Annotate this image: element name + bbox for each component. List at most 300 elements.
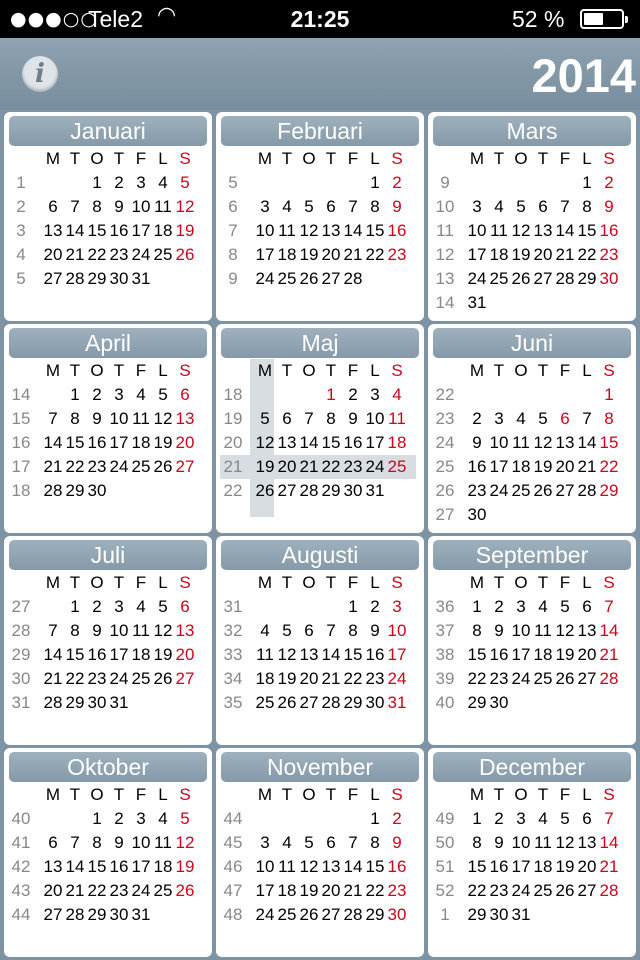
week-row[interactable] [8,267,210,291]
day-cell[interactable]: 16 [343,433,363,452]
day-cell[interactable]: 5 [180,173,190,192]
day-cell[interactable]: 5 [180,809,190,828]
day-cell[interactable]: 30 [343,481,363,500]
day-cell[interactable]: 7 [70,197,80,216]
day-cell[interactable]: 10 [109,409,129,428]
day-cell[interactable]: 23 [387,881,407,900]
day-cell[interactable]: 10 [365,409,385,428]
week-row[interactable] [8,619,210,643]
day-cell[interactable]: 18 [131,433,151,452]
day-cell[interactable]: 21 [343,245,363,264]
day-cell[interactable]: 5 [304,833,314,852]
day-cell[interactable]: 27 [43,269,63,288]
month-maj[interactable] [216,324,424,533]
day-cell[interactable]: 14 [343,221,363,240]
day-cell[interactable]: 9 [348,409,358,428]
day-cell[interactable]: 2 [604,173,614,192]
day-cell[interactable]: 11 [154,833,172,852]
week-row[interactable] [8,903,210,927]
month-september[interactable] [428,536,636,745]
day-cell[interactable]: 12 [555,621,575,640]
day-cell[interactable]: 28 [65,269,85,288]
day-cell[interactable]: 29 [65,693,85,712]
day-cell[interactable]: 14 [321,645,341,664]
day-cell[interactable]: 9 [392,833,402,852]
day-cell[interactable]: 15 [599,433,619,452]
day-cell[interactable]: 25 [277,905,297,924]
day-cell[interactable]: 23 [87,457,107,476]
day-cell[interactable]: 21 [555,245,575,264]
day-cell[interactable]: 28 [321,693,341,712]
day-cell[interactable]: 14 [299,433,319,452]
week-row[interactable] [432,855,634,879]
day-cell[interactable]: 18 [153,221,173,240]
week-row[interactable] [8,431,210,455]
week-row[interactable] [220,267,422,291]
day-cell[interactable]: 2 [92,597,102,616]
day-cell[interactable]: 23 [489,669,509,688]
day-cell[interactable]: 5 [538,409,548,428]
day-cell[interactable]: 22 [65,669,85,688]
day-cell[interactable]: 24 [131,245,151,264]
day-cell[interactable]: 10 [109,621,129,640]
day-cell[interactable]: 15 [65,645,85,664]
day-cell[interactable]: 10 [467,221,487,240]
day-cell[interactable]: 1 [582,173,592,192]
day-cell[interactable]: 13 [277,433,297,452]
day-cell[interactable]: 13 [555,433,575,452]
day-cell[interactable]: 11 [534,621,552,640]
day-cell[interactable]: 15 [343,645,363,664]
day-cell[interactable]: 29 [321,481,341,500]
day-cell[interactable]: 4 [392,385,402,404]
day-cell[interactable]: 6 [326,833,336,852]
day-cell[interactable]: 13 [321,221,341,240]
day-cell[interactable]: 27 [43,905,63,924]
day-cell[interactable]: 15 [365,221,385,240]
day-cell[interactable]: 4 [158,809,168,828]
day-cell[interactable]: 4 [516,409,526,428]
day-cell[interactable]: 14 [65,221,85,240]
day-cell[interactable]: 11 [278,221,296,240]
day-cell[interactable]: 26 [175,245,195,264]
day-cell[interactable]: 21 [599,857,619,876]
week-row[interactable] [432,219,634,243]
month-februari[interactable] [216,112,424,321]
day-cell[interactable]: 18 [277,881,297,900]
day-cell[interactable]: 30 [467,505,487,524]
day-cell[interactable]: 22 [365,245,385,264]
day-cell[interactable]: 22 [321,457,341,476]
day-cell[interactable]: 4 [260,621,270,640]
day-cell[interactable]: 19 [533,457,553,476]
day-cell[interactable]: 12 [175,833,195,852]
day-cell[interactable]: 30 [599,269,619,288]
week-row[interactable] [8,855,210,879]
day-cell[interactable]: 5 [158,597,168,616]
day-cell[interactable]: 11 [490,221,508,240]
day-cell[interactable]: 21 [43,669,63,688]
day-cell[interactable]: 14 [555,221,575,240]
day-cell[interactable]: 4 [494,197,504,216]
day-cell[interactable]: 14 [599,833,619,852]
day-cell[interactable]: 4 [136,597,146,616]
week-row[interactable] [220,171,422,195]
day-cell[interactable]: 21 [599,645,619,664]
week-row[interactable] [432,455,634,479]
day-cell[interactable]: 28 [343,905,363,924]
day-cell[interactable]: 3 [516,809,526,828]
day-cell[interactable]: 8 [604,409,614,428]
day-cell[interactable]: 3 [114,385,124,404]
day-cell[interactable]: 4 [538,809,548,828]
day-cell[interactable]: 15 [321,433,341,452]
day-cell[interactable]: 31 [109,693,129,712]
day-cell[interactable]: 6 [282,409,292,428]
day-cell[interactable]: 29 [87,269,107,288]
day-cell[interactable]: 10 [489,433,509,452]
day-cell[interactable]: 15 [365,857,385,876]
day-cell[interactable]: 23 [343,457,363,476]
day-cell[interactable]: 3 [516,597,526,616]
day-cell[interactable]: 14 [599,621,619,640]
day-cell[interactable]: 1 [348,597,358,616]
day-cell[interactable]: 14 [43,645,63,664]
day-cell[interactable]: 13 [43,221,63,240]
day-cell[interactable]: 19 [153,433,173,452]
month-april[interactable] [4,324,212,533]
week-row[interactable] [220,667,422,691]
day-cell[interactable]: 29 [467,693,487,712]
day-cell[interactable]: 7 [48,621,58,640]
week-row[interactable] [220,479,422,503]
day-cell[interactable]: 1 [70,597,80,616]
day-cell[interactable]: 12 [511,221,531,240]
day-cell[interactable]: 13 [577,833,597,852]
day-cell[interactable]: 10 [131,197,151,216]
day-cell[interactable]: 20 [43,881,63,900]
week-row[interactable] [432,619,634,643]
day-cell[interactable]: 14 [65,857,85,876]
day-cell[interactable]: 20 [577,857,597,876]
day-cell[interactable]: 26 [299,269,319,288]
day-cell[interactable]: 10 [511,621,531,640]
day-cell[interactable]: 12 [255,433,275,452]
day-cell[interactable]: 18 [131,645,151,664]
day-cell[interactable]: 12 [175,197,195,216]
day-cell[interactable]: 22 [577,245,597,264]
day-cell[interactable]: 8 [472,833,482,852]
day-cell[interactable]: 28 [343,269,363,288]
day-cell[interactable]: 8 [582,197,592,216]
week-row[interactable] [220,383,422,407]
day-cell[interactable]: 1 [472,597,482,616]
day-cell[interactable]: 9 [472,433,482,452]
day-cell[interactable]: 4 [282,833,292,852]
day-cell[interactable]: 8 [92,833,102,852]
day-cell[interactable]: 7 [48,409,58,428]
day-cell[interactable]: 13 [299,645,319,664]
day-cell[interactable]: 17 [109,433,129,452]
day-cell[interactable]: 1 [604,385,614,404]
week-row[interactable] [8,643,210,667]
day-cell[interactable]: 11 [132,621,150,640]
week-row[interactable] [432,291,634,315]
day-cell[interactable]: 9 [92,409,102,428]
day-cell[interactable]: 30 [365,693,385,712]
day-cell[interactable]: 17 [131,857,151,876]
day-cell[interactable]: 24 [109,669,129,688]
day-cell[interactable]: 25 [277,269,297,288]
day-cell[interactable]: 9 [494,621,504,640]
day-cell[interactable]: 23 [365,669,385,688]
week-row[interactable] [8,831,210,855]
day-cell[interactable]: 20 [533,245,553,264]
day-cell[interactable]: 12 [299,221,319,240]
day-cell[interactable]: 19 [299,881,319,900]
day-cell[interactable]: 18 [153,857,173,876]
week-row[interactable] [8,691,210,715]
month-juni[interactable] [428,324,636,533]
day-cell[interactable]: 21 [321,669,341,688]
week-row[interactable] [8,383,210,407]
day-cell[interactable]: 7 [304,409,314,428]
day-cell[interactable]: 5 [560,809,570,828]
day-cell[interactable]: 18 [489,245,509,264]
day-cell[interactable]: 26 [255,481,275,500]
day-cell[interactable]: 22 [467,669,487,688]
day-cell[interactable]: 7 [582,409,592,428]
day-cell[interactable]: 6 [538,197,548,216]
week-row[interactable] [220,807,422,831]
day-cell[interactable]: 28 [43,693,63,712]
day-cell[interactable]: 20 [175,645,195,664]
day-cell[interactable]: 16 [467,457,487,476]
day-cell[interactable]: 13 [175,409,195,428]
day-cell[interactable]: 29 [365,905,385,924]
day-cell[interactable]: 6 [304,621,314,640]
day-cell[interactable]: 11 [534,833,552,852]
day-cell[interactable]: 14 [43,433,63,452]
day-cell[interactable]: 3 [136,809,146,828]
day-cell[interactable]: 2 [392,809,402,828]
day-cell[interactable]: 2 [392,173,402,192]
day-cell[interactable]: 21 [343,881,363,900]
day-cell[interactable]: 24 [255,269,275,288]
day-cell[interactable]: 30 [489,905,509,924]
day-cell[interactable]: 11 [278,857,296,876]
day-cell[interactable]: 6 [180,385,190,404]
day-cell[interactable]: 31 [511,905,531,924]
day-cell[interactable]: 31 [387,693,407,712]
week-row[interactable] [220,619,422,643]
month-mars[interactable] [428,112,636,321]
day-cell[interactable]: 16 [387,857,407,876]
day-cell[interactable]: 20 [299,669,319,688]
day-cell[interactable]: 7 [70,833,80,852]
day-cell[interactable]: 9 [114,833,124,852]
day-cell[interactable]: 25 [533,881,553,900]
day-cell[interactable]: 26 [511,269,531,288]
day-cell[interactable]: 23 [489,881,509,900]
day-cell[interactable]: 13 [175,621,195,640]
day-cell[interactable]: 5 [304,197,314,216]
week-row[interactable] [432,903,634,927]
day-cell[interactable]: 17 [489,457,509,476]
day-cell[interactable]: 11 [388,409,406,428]
day-cell[interactable]: 17 [511,857,531,876]
week-row[interactable] [8,667,210,691]
day-cell[interactable]: 2 [92,385,102,404]
day-cell[interactable]: 18 [277,245,297,264]
day-cell[interactable]: 16 [109,857,129,876]
day-cell[interactable]: 23 [87,669,107,688]
week-row[interactable] [220,407,422,431]
day-cell[interactable]: 9 [392,197,402,216]
day-cell[interactable]: 31 [365,481,385,500]
day-cell[interactable]: 31 [467,293,487,312]
day-cell[interactable]: 23 [109,245,129,264]
day-cell[interactable]: 22 [65,457,85,476]
day-cell[interactable]: 30 [87,693,107,712]
month-juli[interactable] [4,536,212,745]
day-cell[interactable]: 7 [604,809,614,828]
day-cell[interactable]: 27 [555,481,575,500]
week-row[interactable] [432,431,634,455]
day-cell[interactable]: 3 [494,409,504,428]
day-cell[interactable]: 28 [577,481,597,500]
day-cell[interactable]: 7 [560,197,570,216]
week-row[interactable] [220,195,422,219]
week-row[interactable] [8,219,210,243]
day-cell[interactable]: 3 [370,385,380,404]
day-cell[interactable]: 23 [467,481,487,500]
day-cell[interactable]: 17 [255,881,275,900]
day-cell[interactable]: 15 [467,645,487,664]
day-cell[interactable]: 16 [489,857,509,876]
day-cell[interactable]: 28 [43,481,63,500]
day-cell[interactable]: 26 [153,669,173,688]
week-row[interactable] [8,171,210,195]
day-cell[interactable]: 6 [48,197,58,216]
day-cell[interactable]: 17 [109,645,129,664]
day-cell[interactable]: 21 [43,457,63,476]
day-cell[interactable]: 20 [277,457,297,476]
day-cell[interactable]: 10 [131,833,151,852]
day-cell[interactable]: 24 [131,881,151,900]
day-cell[interactable]: 16 [365,645,385,664]
day-cell[interactable]: 27 [321,905,341,924]
day-cell[interactable]: 16 [599,221,619,240]
day-cell[interactable]: 16 [109,221,129,240]
day-cell[interactable]: 25 [153,245,173,264]
day-cell[interactable]: 12 [299,857,319,876]
day-cell[interactable]: 26 [555,669,575,688]
day-cell[interactable]: 6 [582,809,592,828]
month-oktober[interactable] [4,748,212,957]
day-cell[interactable]: 29 [599,481,619,500]
day-cell[interactable]: 6 [560,409,570,428]
day-cell[interactable]: 19 [255,457,275,476]
day-cell[interactable]: 7 [604,597,614,616]
day-cell[interactable]: 30 [109,905,129,924]
day-cell[interactable]: 28 [65,905,85,924]
day-cell[interactable]: 10 [387,621,407,640]
day-cell[interactable]: 16 [87,645,107,664]
day-cell[interactable]: 23 [109,881,129,900]
day-cell[interactable]: 3 [392,597,402,616]
week-row[interactable] [432,267,634,291]
day-cell[interactable]: 26 [299,905,319,924]
day-cell[interactable]: 19 [299,245,319,264]
day-cell[interactable]: 26 [533,481,553,500]
day-cell[interactable]: 4 [538,597,548,616]
week-row[interactable] [432,243,634,267]
day-cell[interactable]: 20 [321,881,341,900]
day-cell[interactable]: 22 [87,881,107,900]
day-cell[interactable]: 20 [175,433,195,452]
week-row[interactable] [432,171,634,195]
day-cell[interactable]: 1 [92,173,102,192]
day-cell[interactable]: 7 [348,197,358,216]
day-cell[interactable]: 17 [511,645,531,664]
day-cell[interactable]: 4 [282,197,292,216]
day-cell[interactable]: 30 [109,269,129,288]
day-cell[interactable]: 24 [109,457,129,476]
day-cell[interactable]: 27 [277,481,297,500]
day-cell[interactable]: 8 [370,833,380,852]
day-cell[interactable]: 8 [370,197,380,216]
day-cell[interactable]: 15 [65,433,85,452]
day-cell[interactable]: 29 [87,905,107,924]
day-cell[interactable]: 21 [65,881,85,900]
week-row[interactable] [220,903,422,927]
day-cell[interactable]: 26 [153,457,173,476]
day-cell[interactable]: 5 [260,409,270,428]
day-cell[interactable]: 20 [555,457,575,476]
month-december[interactable] [428,748,636,957]
day-cell[interactable]: 17 [131,221,151,240]
day-cell[interactable]: 24 [511,881,531,900]
week-row[interactable] [432,667,634,691]
day-cell[interactable]: 27 [533,269,553,288]
day-cell[interactable]: 28 [599,881,619,900]
week-row[interactable] [220,643,422,667]
info-button[interactable]: i [22,56,58,92]
day-cell[interactable]: 27 [577,669,597,688]
day-cell[interactable]: 3 [136,173,146,192]
day-cell[interactable]: 2 [114,809,124,828]
day-cell[interactable]: 15 [87,857,107,876]
day-cell[interactable]: 7 [326,621,336,640]
day-cell[interactable]: 12 [277,645,297,664]
day-cell[interactable]: 2 [472,409,482,428]
day-cell[interactable]: 6 [48,833,58,852]
day-cell[interactable]: 2 [370,597,380,616]
day-cell[interactable]: 24 [255,905,275,924]
week-row[interactable] [432,831,634,855]
week-row[interactable] [220,431,422,455]
day-cell[interactable]: 11 [154,197,172,216]
day-cell[interactable]: 22 [467,881,487,900]
day-cell[interactable]: 29 [467,905,487,924]
day-cell[interactable]: 1 [370,173,380,192]
day-cell[interactable]: 2 [494,809,504,828]
day-cell[interactable]: 12 [555,833,575,852]
day-cell[interactable]: 13 [577,621,597,640]
day-cell[interactable]: 17 [387,645,407,664]
day-cell[interactable]: 31 [131,269,151,288]
